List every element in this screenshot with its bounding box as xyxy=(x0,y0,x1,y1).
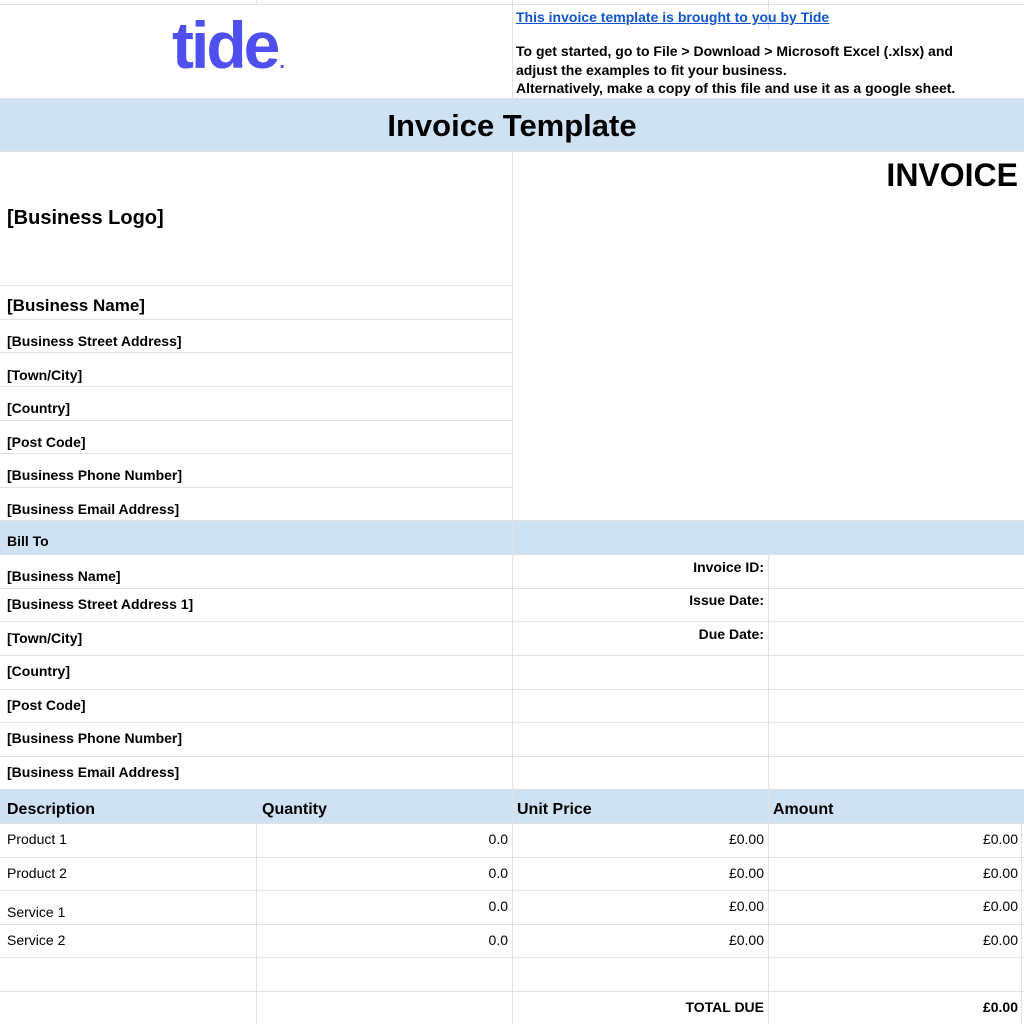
row-1-unit-price[interactable]: £0.00 xyxy=(728,831,764,847)
row-2-quantity[interactable]: 0.0 xyxy=(488,865,508,881)
business-town[interactable]: [Town/City] xyxy=(7,367,83,383)
business-postcode[interactable]: [Post Code] xyxy=(7,434,86,450)
business-logo-placeholder[interactable]: [Business Logo] xyxy=(7,207,164,229)
row-2-amount[interactable]: £0.00 xyxy=(982,865,1018,881)
row-4-amount[interactable]: £0.00 xyxy=(982,932,1018,948)
header-amount: Amount xyxy=(773,801,834,818)
header-unit-price: Unit Price xyxy=(517,801,592,818)
row-4-quantity[interactable]: 0.0 xyxy=(488,932,508,948)
row-1-description[interactable]: Product 1 xyxy=(7,831,67,847)
bill-to-heading: Bill To xyxy=(7,533,49,549)
page-title: Invoice Template xyxy=(387,108,637,143)
business-email[interactable]: [Business Email Address] xyxy=(7,501,180,517)
row-1-quantity[interactable]: 0.0 xyxy=(488,831,508,847)
header-description: Description xyxy=(7,801,96,818)
total-due-value: £0.00 xyxy=(982,999,1018,1015)
invoice-heading: INVOICE xyxy=(886,157,1018,193)
due-date-cell[interactable] xyxy=(769,622,1024,655)
bill-to-street[interactable]: [Business Street Address 1] xyxy=(7,596,194,612)
business-name[interactable]: [Business Name] xyxy=(7,296,145,315)
notice-line-3: Alternatively, make a copy of this file and use it as a google sheet. xyxy=(516,80,956,96)
tide-link[interactable] xyxy=(516,9,829,25)
tide-link-text[interactable]: This invoice template is brought to you by Tide xyxy=(516,9,830,25)
bill-to-phone[interactable]: [Business Phone Number] xyxy=(7,730,183,746)
row-3-quantity[interactable]: 0.0 xyxy=(488,898,508,914)
row-4-description[interactable]: Service 2 xyxy=(7,932,66,948)
business-phone[interactable]: [Business Phone Number] xyxy=(7,467,183,483)
row-3-amount[interactable]: £0.00 xyxy=(982,898,1018,914)
bill-to-name[interactable]: [Business Name] xyxy=(7,568,121,584)
issue-date-label: Issue Date: xyxy=(689,592,764,608)
row-1-amount[interactable]: £0.00 xyxy=(982,831,1018,847)
bill-to-town[interactable]: [Town/City] xyxy=(7,630,83,646)
business-street[interactable]: [Business Street Address] xyxy=(7,333,182,349)
notice-line-1: To get started, go to File > Download > Microsoft Excel (.xlsx) and xyxy=(516,43,953,59)
tide-logo: tide . xyxy=(172,8,285,82)
row-3-unit-price[interactable]: £0.00 xyxy=(728,898,764,914)
row-2-unit-price[interactable]: £0.00 xyxy=(728,865,764,881)
bill-to-country[interactable]: [Country] xyxy=(7,663,70,679)
bill-to-email[interactable]: [Business Email Address] xyxy=(7,764,180,780)
header-quantity: Quantity xyxy=(262,801,327,818)
notice-line-2: adjust the examples to fit your business. xyxy=(516,62,787,78)
row-2-description[interactable]: Product 2 xyxy=(7,865,67,881)
business-country[interactable]: [Country] xyxy=(7,400,70,416)
issue-date-cell[interactable] xyxy=(769,589,1024,621)
invoice-id-cell[interactable] xyxy=(769,555,1024,588)
row-3-description[interactable]: Service 1 xyxy=(7,904,66,920)
row-4-unit-price[interactable]: £0.00 xyxy=(728,932,764,948)
invoice-id-label: Invoice ID: xyxy=(693,559,764,575)
due-date-label: Due Date: xyxy=(698,626,764,642)
bill-to-postcode[interactable]: [Post Code] xyxy=(7,697,86,713)
total-due-label: TOTAL DUE xyxy=(685,999,764,1015)
